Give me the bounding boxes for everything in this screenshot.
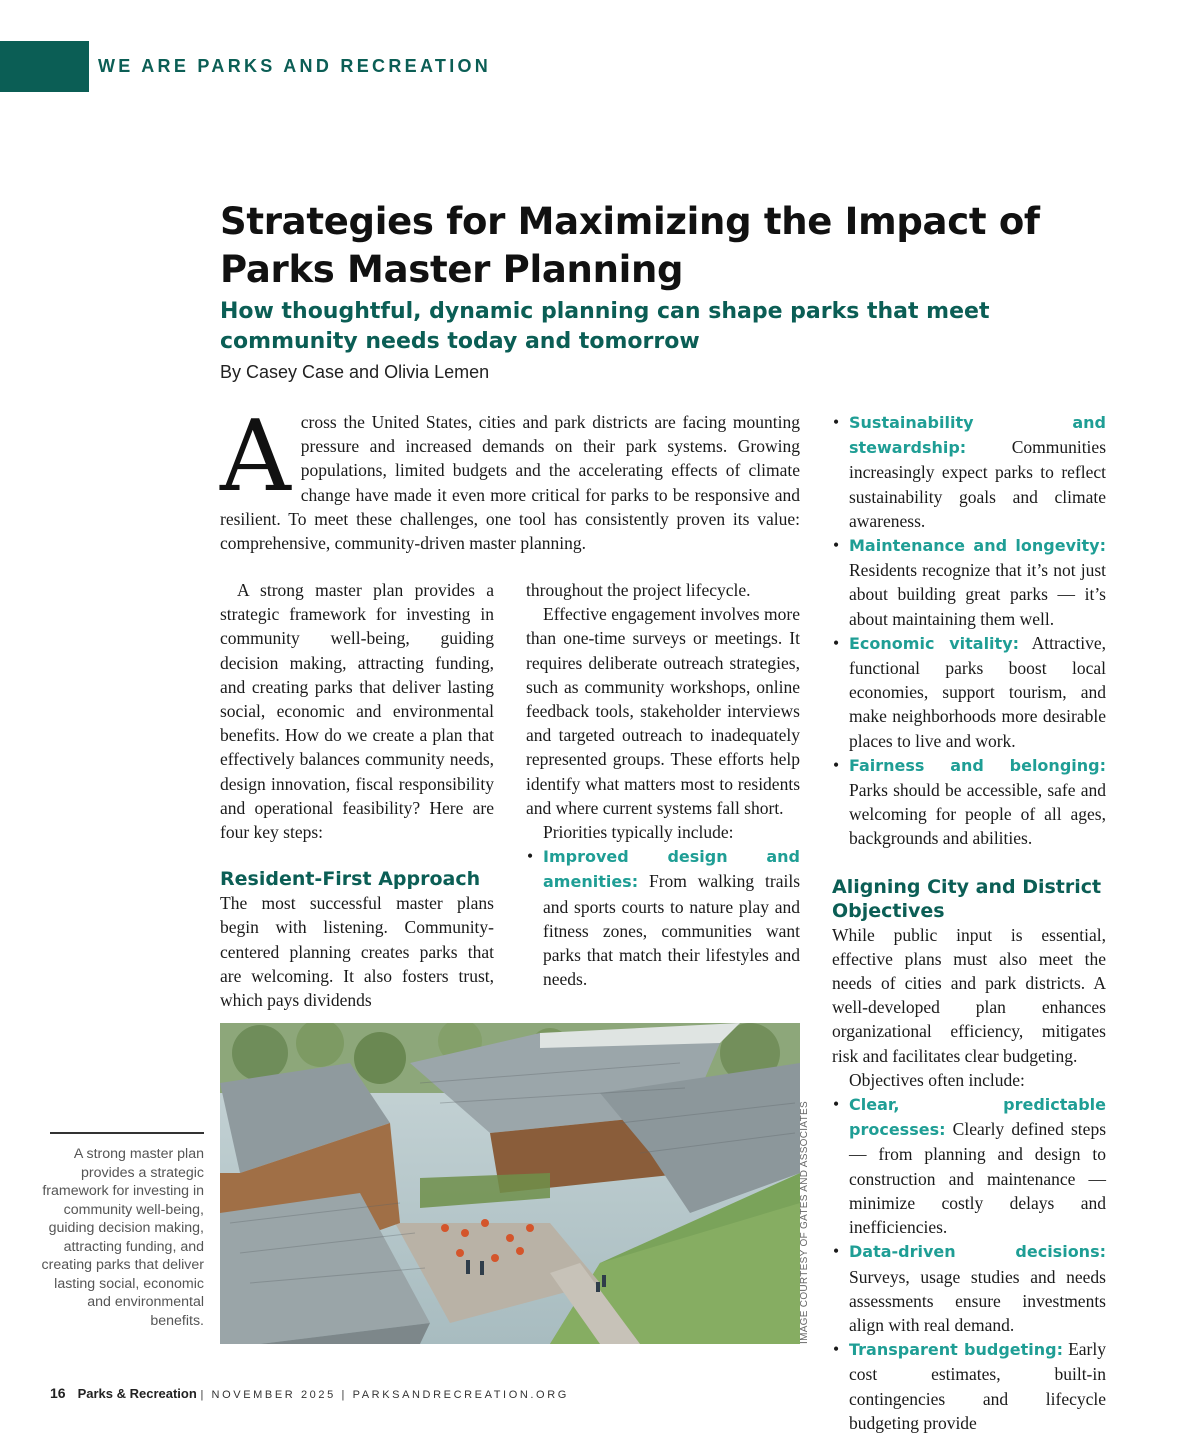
col2-paragraph-continued: throughout the project lifecycle.: [526, 580, 751, 600]
section-heading-aligning: Aligning City and District Objectives: [832, 875, 1102, 922]
col2-paragraph: Effective engagement involves more than one-time surveys or meetings. It requires deliberate outreach strategies, such as community workshops, online feedback tools, stakeholder interviews and targeted outreach to inadequately represented groups. These efforts help identify what matters most to residents and where current systems fall short.: [526, 604, 800, 818]
article-title: Strategies for Maximizing the Impact of Parks Master Planning: [220, 200, 1040, 291]
bullet-text: Communities increasingly expect parks to reflect sustainability goals and climate awareness.: [849, 437, 1106, 531]
bullet-text: Parks should be accessible, safe and welcoming for people of all ages, backgrounds and abilities.: [849, 780, 1106, 849]
photo-credit: IMAGE COURTESY OF GATES AND ASSOCIATES: [799, 1101, 810, 1344]
byline: By Casey Case and Olivia Lemen: [220, 362, 490, 382]
col3-objectives-intro: Objectives often include:: [849, 1069, 1025, 1090]
bullet-text: From walking trails and sports courts to nature play and fitness zones, communities want parks that match their lifestyles and needs.: [543, 871, 801, 990]
section-color-bar: [0, 41, 89, 92]
bullet-text: Surveys, usage studies and needs assessments ensure investments align with real demand.: [849, 1266, 1106, 1335]
bullet-text: Attractive, functional parks boost local economies, support tourism, and make neighborhoods more desirable places to live and work.: [849, 632, 1106, 751]
column-2: [526, 578, 800, 991]
intro-paragraph: [220, 400, 800, 555]
page-footer: [50, 1385, 569, 1401]
bullet-label: Fairness and belonging:: [849, 755, 1106, 775]
col2-priorities-intro: Priorities typically include:: [543, 822, 734, 843]
bullet-label: Transparent budgeting:: [849, 1340, 1064, 1360]
bullet-label: Data-driven decisions:: [849, 1242, 1106, 1262]
list-item: [832, 533, 1106, 631]
bullet-label: Clear, predictable processes:: [849, 1095, 1106, 1140]
bullet-label: Improved design and amenities:: [543, 847, 800, 892]
priorities-list: [526, 844, 800, 991]
list-item: [832, 753, 1106, 851]
column-3: [832, 410, 1106, 1433]
page-number: 16: [50, 1385, 66, 1401]
col1-paragraph: A strong master plan provides a strategic framework for investing in community well-being, guiding decision making, attracting funding, and creating parks that deliver lasting social, economic and environmental benefits. How do we create a plan that effectively balances community needs, design innovation, fiscal responsibility and operational feasibility? Here are four key steps:: [220, 580, 494, 843]
issue-info: | NOVEMBER 2025 | PARKSANDRECREATION.ORG: [200, 1389, 569, 1401]
objectives-list: [832, 1092, 1106, 1433]
bullet-label: Economic vitality:: [849, 633, 1020, 653]
aerial-rendering-illustration: [220, 1023, 800, 1344]
list-item: [832, 1092, 1106, 1239]
pullquote: A strong master plan provides a strategic framework for investing in community well-being, guiding decision making, attracting funding, and creating parks that deliver lasting social, economic and environmental benefits.: [41, 1146, 204, 1329]
list-item: [832, 631, 1106, 753]
col3-paragraph: While public input is essential, effective plans must also meet the needs of cities and park districts. A well-developed plan enhances organizational efficiency, mitigates risk and facilitates clear budgeting.: [832, 924, 1106, 1066]
list-item: [832, 1337, 1106, 1433]
column-1: [220, 578, 494, 1012]
list-item: [526, 844, 800, 991]
priorities-list-continued: [832, 410, 1106, 851]
park-rendering-image: [220, 1023, 800, 1344]
bullet-text: Clearly defined steps — from planning and design to construction and maintenance — minimize costly delays and inefficiencies.: [849, 1119, 1106, 1238]
bullet-text: Early cost estimates, built-in contingencies and lifecycle budgeting provide: [849, 1339, 1106, 1433]
magazine-name: Parks & Recreation: [77, 1386, 197, 1401]
col1-paragraph-2: The most successful master plans begin with listening. Community-centered planning creates parks that are welcoming. It also fosters trust, which pays dividends: [220, 893, 494, 1011]
section-label: WE ARE PARKS AND RECREATION: [98, 56, 492, 76]
bullet-label: Maintenance and longevity:: [849, 536, 1106, 556]
drop-cap: A: [220, 400, 291, 514]
bullet-text: Residents recognize that it’s not just about building great parks — it’s about maintaining them well.: [849, 560, 1106, 629]
list-item: [832, 410, 1106, 533]
list-item: [832, 1239, 1106, 1337]
section-heading-resident-first: Resident-First Approach: [220, 868, 481, 891]
article-subtitle: How thoughtful, dynamic planning can shape parks that meet community needs today and tomorrow: [220, 299, 990, 354]
pullquote-rule: [50, 1132, 204, 1134]
bullet-label: Sustainability and stewardship:: [849, 413, 1106, 458]
intro-text: cross the United States, cities and park districts are facing mounting pressure and increased demands on their park systems. Growing populations, limited budgets and the accelerating effects of climate change have made it even more critical for parks to be responsive and resilient. To meet these challenges, one tool has consistently proven its value: comprehensive, community-driven master planning.: [220, 412, 800, 554]
